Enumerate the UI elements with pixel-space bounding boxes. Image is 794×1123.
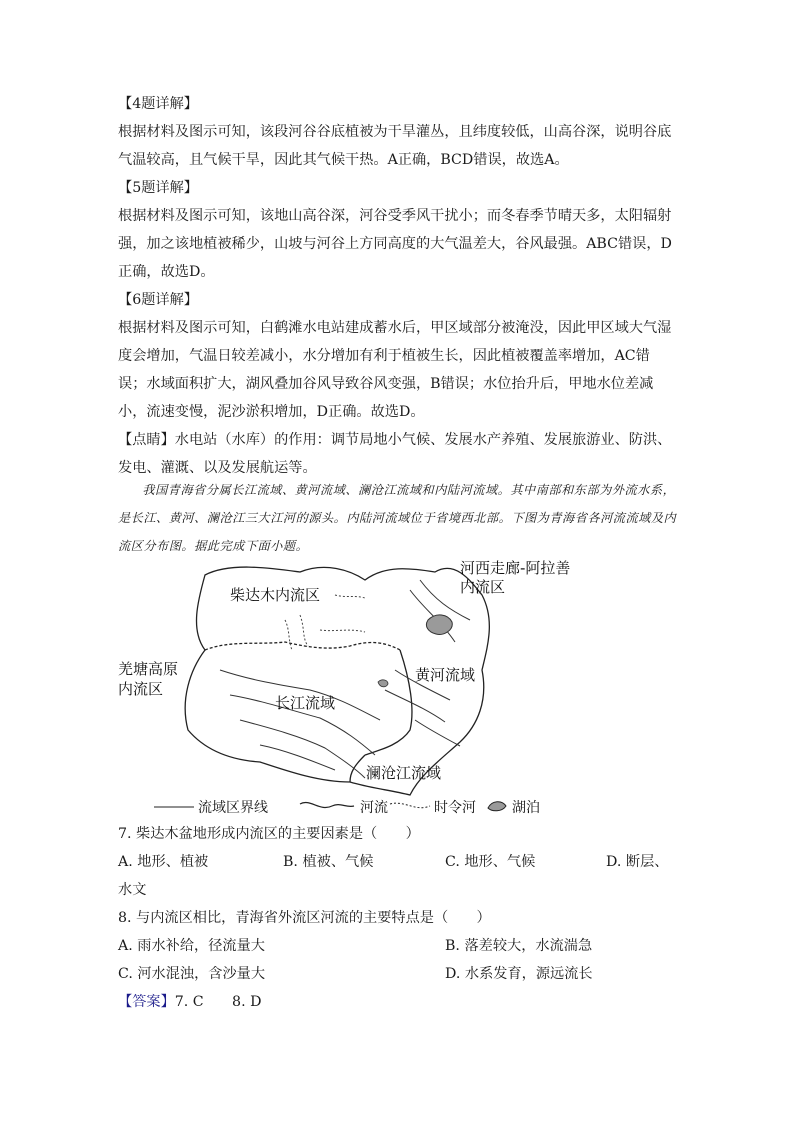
label-qiangtang-2: 内流区	[118, 680, 164, 698]
q8-stem: 8. 与内流区相比，青海省外流区河流的主要特点是（ ）	[118, 910, 491, 926]
label-yellow: 黄河流域	[415, 666, 476, 684]
label-qiangtang-1: 羌塘高原	[118, 660, 179, 678]
lake-small	[378, 680, 388, 687]
q7-option-c: C. 地形、气候	[445, 854, 536, 870]
q4-heading: 【4题详解】	[118, 96, 198, 112]
river-4	[385, 690, 445, 722]
q5-explanation: 根据材料及图示可知，该地山高谷深，河谷受季风干扰小；而冬春季节晴天多，太阳辐射强，加之该地植被稀少，山坡与河谷上方同高度的大气温差大，谷风最强。ABC错误，D正确，故选D。	[118, 208, 672, 280]
legend-river-label: 河流	[360, 800, 388, 816]
answer-line	[118, 988, 261, 1016]
label-hexi-2: 内流区	[460, 578, 506, 596]
tip-body: 水电站（水库）的作用：调节局地小气候、发展水产养殖、发展旅游业、防洪、发电、灌溉、以及发展航运等。	[118, 432, 672, 476]
seasonal-river-2	[300, 615, 308, 646]
answer-text: 7. C 8. D	[174, 994, 262, 1010]
q8-option-b: B. 落差较大，水流湍急	[445, 938, 593, 954]
answer-label: 【答案】	[118, 994, 175, 1010]
q8-option-c: C. 河水混浊，含沙量大	[118, 966, 266, 982]
legend-seasonal-label: 时令河	[434, 800, 476, 816]
q6-heading: 【6题详解】	[118, 292, 198, 308]
q8-option-d: D. 水系发育，源远流长	[445, 966, 593, 982]
river-1	[410, 590, 455, 642]
river-7	[240, 720, 365, 778]
river-9	[415, 720, 460, 746]
seasonal-river-1	[285, 620, 292, 650]
map-legend	[154, 799, 540, 816]
q6-explanation: 根据材料及图示可知，白鹤滩水电站建成蓄水后，甲区域部分被淹没，因此甲区域大气湿度会增加，气温日较差减小，水分增加有利于植被生长，因此植被覆盖率增加，AC错误；水域面积扩大，湖风叠加谷风导致谷风变强，B错误；水位抬升后，甲地水位差减小，流速变慢，泥沙淤积增加，D正确。故选D。	[118, 320, 672, 420]
basin-boundary-yellow	[365, 650, 412, 755]
tip-label: 【点睛】	[118, 432, 175, 448]
legend-lake-label: 湖泊	[512, 800, 540, 816]
label-yangtze: 长江流域	[275, 694, 336, 712]
q5-heading: 【5题详解】	[118, 180, 198, 196]
basin-boundary-qaidam	[205, 642, 400, 650]
qinghai-basin-map	[110, 550, 570, 820]
legend-seasonal-icon	[390, 803, 430, 808]
material-text: 我国青海省分属长江流域、黄河流域、澜沧江流域和内陆河流域。其中南部和东部为外流水系，是长江、黄河、澜沧江三大江河的源头。内陆河流域位于省境西北部。下图为青海省各河流流域及内流区分布图。据此完成下面小题。	[118, 483, 677, 553]
q7-option-d: D. 断层、	[606, 854, 669, 870]
label-lancang: 澜沧江流域	[366, 764, 442, 782]
label-hexi-1: 河西走廊-阿拉善	[460, 559, 570, 577]
seasonal-river-3	[335, 595, 365, 598]
seasonal-river-4	[320, 630, 365, 632]
legend-river-icon	[300, 802, 354, 807]
tip-paragraph	[118, 426, 678, 482]
q7-option-b: B. 植被、气候	[283, 854, 374, 870]
q7-option-d-continued: 水文	[118, 882, 147, 898]
label-qaidam: 柴达木内流区	[230, 586, 321, 604]
legend-boundary-label: 流域区界线	[198, 800, 268, 816]
lake-qinghai	[426, 615, 452, 634]
q4-explanation: 根据材料及图示可知，该段河谷谷底植被为干旱灌丛，且纬度较低，山高谷深，说明谷底气温较高，且气候干旱，因此其气候干热。A正确，BCD错误，故选A。	[118, 124, 672, 168]
q7-stem: 7. 柴达木盆地形成内流区的主要因素是（ ）	[118, 826, 420, 842]
q7-option-a: A. 地形、植被	[118, 854, 209, 870]
legend-lake-icon	[488, 802, 506, 811]
basin-boundary-lancang	[350, 755, 365, 782]
q8-option-a: A. 雨水补给，径流量大	[118, 938, 265, 954]
